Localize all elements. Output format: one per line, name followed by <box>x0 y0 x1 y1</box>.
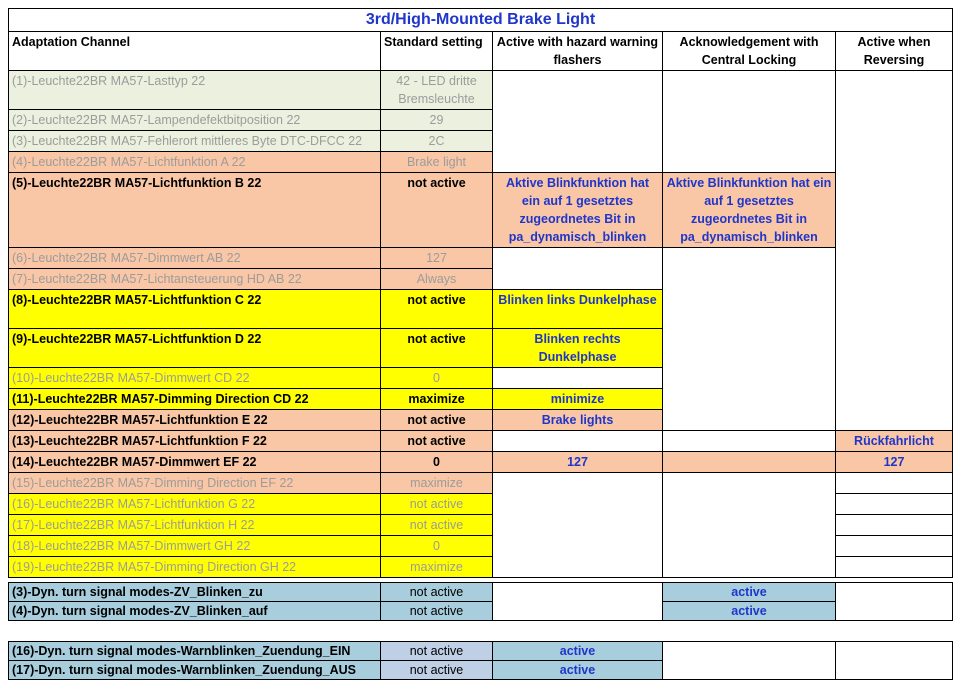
row-13-standard: not active <box>381 431 493 452</box>
warn-2-standard: not active <box>381 661 493 680</box>
warn-2-hazard: active <box>493 661 663 680</box>
warn-1-standard: not active <box>381 642 493 661</box>
row-5-channel: (5)-Leuchte22BR MA57-Lichtfunktion B 22 <box>9 173 381 248</box>
zv-2-channel: (4)-Dyn. turn signal modes-ZV_Blinken_auf <box>9 602 381 621</box>
row-3-channel: (3)-Leuchte22BR MA57-Fehlerort mittleres Byte DTC-DFCC 22 <box>9 131 381 152</box>
row-6-channel: (6)-Leuchte22BR MA57-Dimmwert AB 22 <box>9 248 381 269</box>
warn-1-channel: (16)-Dyn. turn signal modes-Warnblinken_Zuendung_EIN <box>9 642 381 661</box>
row-19-standard: maximize <box>381 557 493 578</box>
row-15-standard: maximize <box>381 473 493 494</box>
zv-2-standard: not active <box>381 602 493 621</box>
row-4-standard: Brake light <box>381 152 493 173</box>
warn-1-hazard: active <box>493 642 663 661</box>
row-6-standard: 127 <box>381 248 493 269</box>
hazard-blank-2 <box>493 248 663 290</box>
zv-reversing-blank <box>836 583 953 621</box>
reversing-blank-4 <box>836 515 953 536</box>
row-12-hazard: Brake lights <box>493 410 663 431</box>
row-13-reversing: Rückfahrlicht <box>836 431 953 452</box>
header-central: Acknowledgement with Central Locking <box>663 32 836 71</box>
hazard-blank-1 <box>493 71 663 173</box>
row-9-channel: (9)-Leuchte22BR MA57-Lichtfunktion D 22 <box>9 329 381 368</box>
row-11-channel: (11)-Leuchte22BR MA57-Dimming Direction CD 22 <box>9 389 381 410</box>
row-18-channel: (18)-Leuchte22BR MA57-Dimmwert GH 22 <box>9 536 381 557</box>
row-8-channel: (8)-Leuchte22BR MA57-Lichtfunktion C 22 <box>9 290 381 329</box>
row-9-hazard: Blinken rechts Dunkelphase <box>493 329 663 368</box>
zv-2-central: active <box>663 602 836 621</box>
table-title: 3rd/High-Mounted Brake Light <box>9 9 953 32</box>
header-standard: Standard setting <box>381 32 493 71</box>
row-1-channel: (1)-Leuchte22BR MA57-Lasttyp 22 <box>9 71 381 110</box>
row-5-central: Aktive Blinkfunktion hat ein auf 1 gesetztes zugeordnetes Bit in pa_dynamisch_blinken <box>663 173 836 248</box>
row-15-channel: (15)-Leuchte22BR MA57-Dimming Direction EF 22 <box>9 473 381 494</box>
header-reversing: Active when Reversing <box>836 32 953 71</box>
zv-table <box>8 582 953 621</box>
hazard-blank-4 <box>493 431 663 452</box>
row-14-central <box>663 452 836 473</box>
warn-central-blank <box>663 642 836 680</box>
zv-1-central: active <box>663 583 836 602</box>
row-12-standard: not active <box>381 410 493 431</box>
row-14-channel: (14)-Leuchte22BR MA57-Dimmwert EF 22 <box>9 452 381 473</box>
zv-1-channel: (3)-Dyn. turn signal modes-ZV_Blinken_zu <box>9 583 381 602</box>
warn-table <box>8 641 953 680</box>
row-7-standard: Always <box>381 269 493 290</box>
row-11-standard: maximize <box>381 389 493 410</box>
row-11-hazard: minimize <box>493 389 663 410</box>
central-blank-2 <box>663 248 836 431</box>
row-10-channel: (10)-Leuchte22BR MA57-Dimmwert CD 22 <box>9 368 381 389</box>
zv-1-standard: not active <box>381 583 493 602</box>
row-4-channel: (4)-Leuchte22BR MA57-Lichtfunktion A 22 <box>9 152 381 173</box>
row-8-hazard: Blinken links Dunkelphase <box>493 290 663 329</box>
row-2-standard: 29 <box>381 110 493 131</box>
central-blank-3 <box>663 431 836 452</box>
warn-2-channel: (17)-Dyn. turn signal modes-Warnblinken_Zuendung_AUS <box>9 661 381 680</box>
row-10-standard: 0 <box>381 368 493 389</box>
warn-reversing-blank <box>836 642 953 680</box>
row-17-standard: not active <box>381 515 493 536</box>
row-16-standard: not active <box>381 494 493 515</box>
hazard-blank-5 <box>493 473 663 578</box>
header-hazard: Active with hazard warning flashers <box>493 32 663 71</box>
row-18-standard: 0 <box>381 536 493 557</box>
reversing-blank-1 <box>836 71 953 431</box>
zv-hazard-blank <box>493 583 663 621</box>
central-blank-1 <box>663 71 836 173</box>
row-13-channel: (13)-Leuchte22BR MA57-Lichtfunktion F 22 <box>9 431 381 452</box>
reversing-blank-5 <box>836 536 953 557</box>
reversing-blank-6 <box>836 557 953 578</box>
row-16-channel: (16)-Leuchte22BR MA57-Lichtfunktion G 22 <box>9 494 381 515</box>
row-5-hazard: Aktive Blinkfunktion hat ein auf 1 gesetztes zugeordnetes Bit in pa_dynamisch_blinken <box>493 173 663 248</box>
row-9-standard: not active <box>381 329 493 368</box>
row-19-channel: (19)-Leuchte22BR MA57-Dimming Direction GH 22 <box>9 557 381 578</box>
reversing-blank-2 <box>836 473 953 494</box>
central-blank-4 <box>663 473 836 578</box>
hazard-blank-3 <box>493 368 663 389</box>
row-14-reversing: 127 <box>836 452 953 473</box>
brake-light-table <box>8 8 953 578</box>
reversing-blank-3 <box>836 494 953 515</box>
row-12-channel: (12)-Leuchte22BR MA57-Lichtfunktion E 22 <box>9 410 381 431</box>
row-17-channel: (17)-Leuchte22BR MA57-Lichtfunktion H 22 <box>9 515 381 536</box>
row-2-channel: (2)-Leuchte22BR MA57-Lampendefektbitposition 22 <box>9 110 381 131</box>
row-14-standard: 0 <box>381 452 493 473</box>
row-14-hazard: 127 <box>493 452 663 473</box>
row-3-standard: 2C <box>381 131 493 152</box>
row-5-standard: not active <box>381 173 493 248</box>
row-8-standard: not active <box>381 290 493 329</box>
row-7-channel: (7)-Leuchte22BR MA57-Lichtansteuerung HD AB 22 <box>9 269 381 290</box>
header-channel: Adaptation Channel <box>9 32 381 71</box>
row-1-standard: 42 - LED dritte Bremsleuchte <box>381 71 493 110</box>
